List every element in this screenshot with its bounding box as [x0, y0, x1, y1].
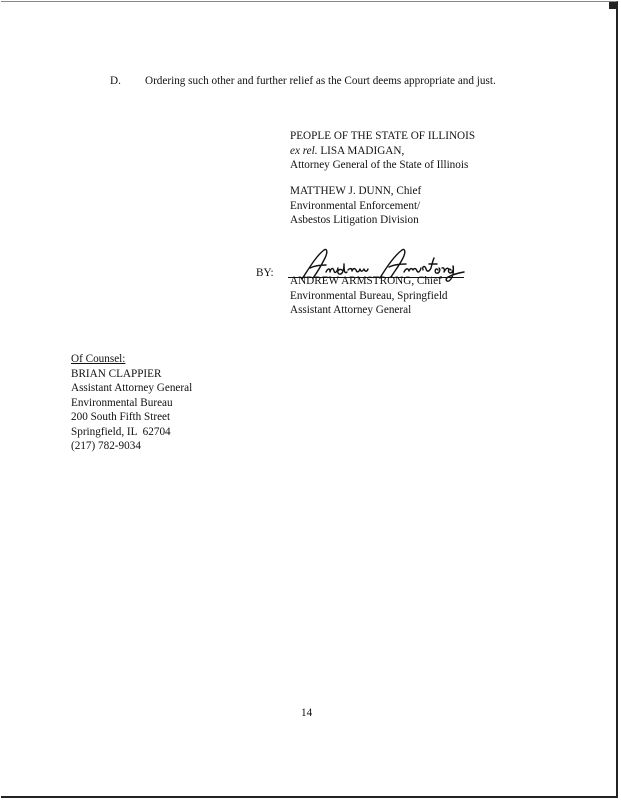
counsel-line: Assistant Attorney General [71, 382, 193, 394]
document-page [1, 1, 618, 798]
counsel-heading: Of Counsel: [71, 353, 126, 365]
page-corner-mark [609, 2, 616, 9]
relief-item-letter: D. [110, 75, 121, 87]
division-block [290, 184, 421, 228]
division-line-1: MATTHEW J. DUNN, Chief [290, 185, 422, 197]
division-line-2: Environmental Enforcement/ [290, 199, 421, 212]
plaintiff-line-3: Attorney General of the State of Illinois [290, 159, 469, 171]
relief-item-text: Ordering such other and further relief as the Court deems appropriate and just. [145, 75, 496, 87]
plaintiff-line-1: PEOPLE OF THE STATE OF ILLINOIS [290, 130, 476, 142]
counsel-line: Environmental Bureau [71, 396, 173, 409]
ex-rel-prefix: ex rel. [290, 144, 318, 157]
page-number: 14 [301, 707, 313, 719]
signatory-name: ANDREW ARMSTRONG, Chief [290, 275, 442, 287]
ex-rel-name: LISA MADIGAN, [320, 144, 405, 157]
signatory-block [290, 274, 448, 318]
counsel-line: Springfield, IL 62704 [71, 425, 171, 438]
by-label: BY: [256, 267, 274, 279]
division-line-3: Asbestos Litigation Division [290, 214, 419, 226]
counsel-line: BRIAN CLAPPIER [71, 367, 162, 380]
signatory-line-2: Environmental Bureau, Springfield [290, 289, 448, 302]
signatory-line-3: Assistant Attorney General [290, 304, 412, 316]
counsel-block [71, 352, 192, 454]
counsel-line: 200 South Fifth Street [71, 411, 171, 423]
plaintiff-line-2 [290, 144, 475, 159]
plaintiff-block [290, 129, 475, 173]
counsel-line: (217) 782-9034 [71, 440, 141, 452]
